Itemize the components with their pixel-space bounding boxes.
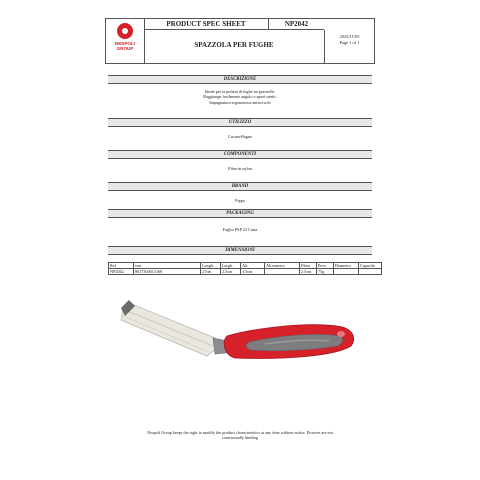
sheet-page: Page 1 of 1	[339, 40, 360, 45]
logo-text-2: GROUP	[116, 46, 134, 51]
disclaimer-line-1: Nespoli Group keeps the right to modify the product characteristics at any time without notice. Pictures are not	[147, 430, 333, 435]
descrizione-line-3: Impugnatura ergonomica antiscivolo	[209, 99, 271, 105]
dims-header-cell: Diametro	[334, 263, 359, 269]
descrizione-line-2: Raggiunge facilmente angolo e spazi stretti.	[203, 94, 277, 100]
section-utilizzo-label: UTILIZZO	[108, 118, 372, 127]
dims-cell: 75g	[317, 269, 334, 275]
brush-head	[121, 300, 217, 356]
sheet-date: 2025/11/05	[339, 34, 360, 39]
sheet-title: PRODUCT SPEC SHEET	[144, 19, 269, 30]
dims-header-cell: Ref	[109, 263, 134, 269]
dims-cell: 27cm	[201, 269, 221, 275]
sheet-meta	[325, 30, 374, 46]
dims-cell: 2.5cm	[300, 269, 317, 275]
dims-header-cell: Lungh.	[201, 263, 221, 269]
dims-header-cell: Alt.	[241, 263, 265, 269]
disclaimer	[108, 430, 372, 441]
section-brand-label: BRAND	[108, 182, 372, 191]
logo	[106, 19, 145, 63]
dims-header-cell: Alt.manico	[265, 263, 300, 269]
descrizione-text	[108, 89, 372, 105]
dims-header-cell: Peso	[317, 263, 334, 269]
logo-text-1: NESPOLI	[114, 41, 136, 46]
dims-cell: NP2042	[109, 269, 134, 275]
product-name: SPAZZOLA PER FUGHE	[144, 30, 325, 63]
section-packaging-label: PACKAGING	[108, 209, 372, 218]
section-componenti-label: COMPONENTI	[108, 150, 372, 159]
disclaimer-line-2: contractually binding	[222, 435, 258, 441]
dimensions-data-row	[109, 269, 382, 275]
componenti-text: Fibre in nylon	[228, 166, 252, 171]
dims-header-cell: Largh.	[221, 263, 241, 269]
product-code: NP2042	[269, 19, 324, 30]
brush-handle	[224, 325, 353, 359]
spec-header	[105, 18, 375, 64]
dims-cell	[334, 269, 359, 275]
product-image	[115, 296, 365, 376]
nespoli-logo-icon	[117, 23, 133, 39]
section-dimensioni-label: DIMENSIONI	[108, 246, 372, 255]
dims-cell: 2.5cm	[221, 269, 241, 275]
utilizzo-text: Cucina-Bagno	[227, 134, 253, 139]
dims-header-cell: Fibra	[300, 263, 317, 269]
dimensions-table	[108, 262, 382, 275]
dims-header-cell: ean	[134, 263, 201, 269]
section-descrizione-label: DESCRIZIONE	[108, 75, 372, 84]
dims-header-cell: Capacità	[359, 263, 382, 269]
dims-cell	[265, 269, 300, 275]
packaging-text: Foglio PAP 22 Carta	[222, 227, 258, 232]
dims-cell	[359, 269, 382, 275]
descrizione-line-1: Ideale per la pulizia di fughe tra piastrelle.	[204, 89, 276, 94]
dims-cell: 8017304013168	[134, 269, 201, 275]
brand-text: Pippo	[235, 198, 245, 203]
dims-cell: 3.5cm	[241, 269, 265, 275]
